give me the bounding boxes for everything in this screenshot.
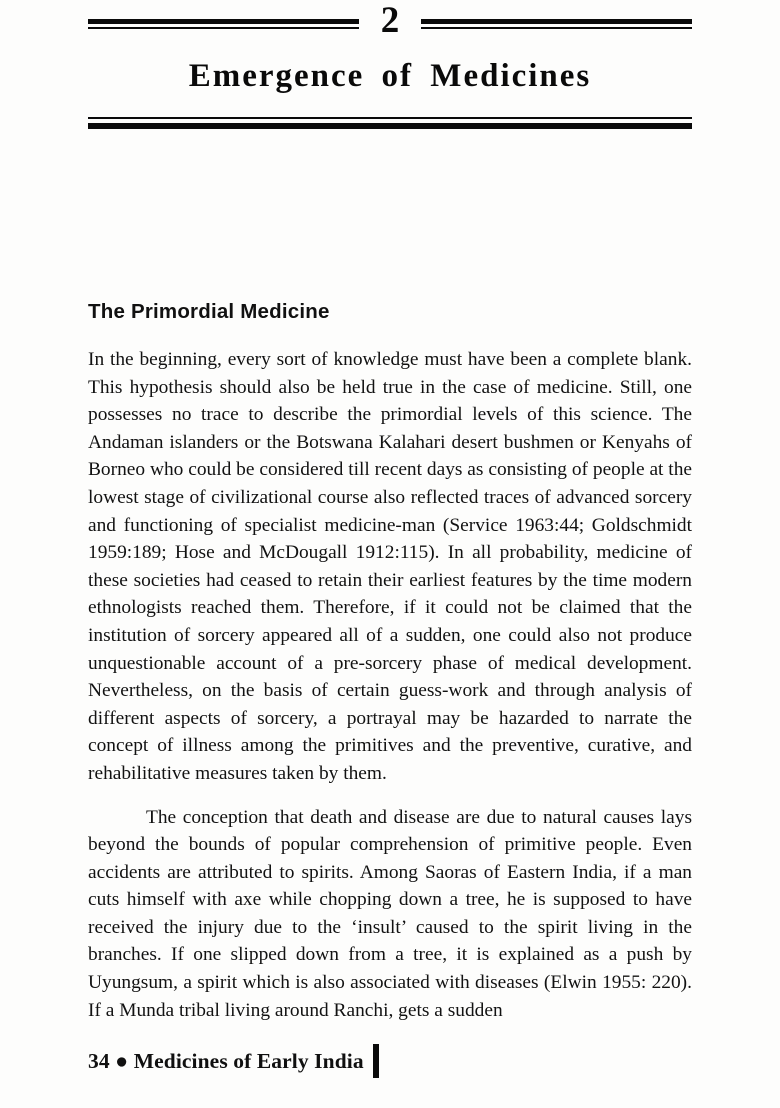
body-paragraph: In the beginning, every sort of knowledge must have been a complete blank. This hypothesis should also be held true in the case of medicine. Still, one possesses no trace to describe the primordial levels of this science. The Andaman islanders or the Botswana Kalahari desert bushmen or Kenyahs of Borneo who could be considered till recent days as consisting of people at the lowest stage of civilizational course also reflected traces of advanced sorcery and functioning of specialist medicine-man (Service 1963:44; Goldschmidt 1959:189; Hose and McDougall 1912:115). In all probability, medicine of these societies had ceased to retain their earliest features by the time modern ethnologists reached them. Therefore, if it could not be claimed that the institution of sorcery appeared all of a sudden, one could also not produce unquestionable account of a pre-sorcery phase of medical development. Nevertheless, on the basis of certain guess-work and through analysis of different aspects of sorcery, a portrayal may be hazarded to narrate the concept of illness among the primitives and the preventive, curative, and rehabilitative measures taken by them. bbox=[88, 349, 692, 784]
rule-thin-line bbox=[421, 27, 692, 29]
chapter-rule-right bbox=[421, 19, 692, 29]
footer-rule-bar bbox=[373, 1044, 379, 1078]
chapter-rule-left bbox=[88, 19, 359, 29]
rule-thick-line bbox=[88, 123, 692, 129]
rule-thin-line bbox=[88, 27, 359, 29]
chapter-top-rule-row bbox=[88, 0, 692, 41]
chapter-header bbox=[88, 0, 692, 129]
section-heading: The Primordial Medicine bbox=[88, 300, 330, 323]
chapter-bottom-rule bbox=[88, 117, 692, 129]
chapter-title: Emergence of Medicines bbox=[188, 58, 592, 94]
page-body bbox=[88, 300, 692, 1024]
chapter-number: 2 bbox=[380, 0, 400, 41]
body-paragraph: The conception that death and disease are due to natural causes lays beyond the bounds of popular comprehension of primitive people. Even accidents are attributed to spirits. Among Saoras of Eastern India, if a man cuts himself with axe while chopping down a tree, he is supposed to have received the injury due to the ‘insult’ caused to the spirit living in the branches. If one slipped down from a tree, it is explained as a push by Uyungsum, a spirit which is also associated with diseases (Elwin 1955: 220). If a Munda tribal living around Ranchi, gets a sudden bbox=[88, 806, 692, 1021]
footer-running-title: 34 ● Medicines of Early India bbox=[88, 1048, 364, 1073]
page-footer bbox=[88, 1044, 379, 1078]
